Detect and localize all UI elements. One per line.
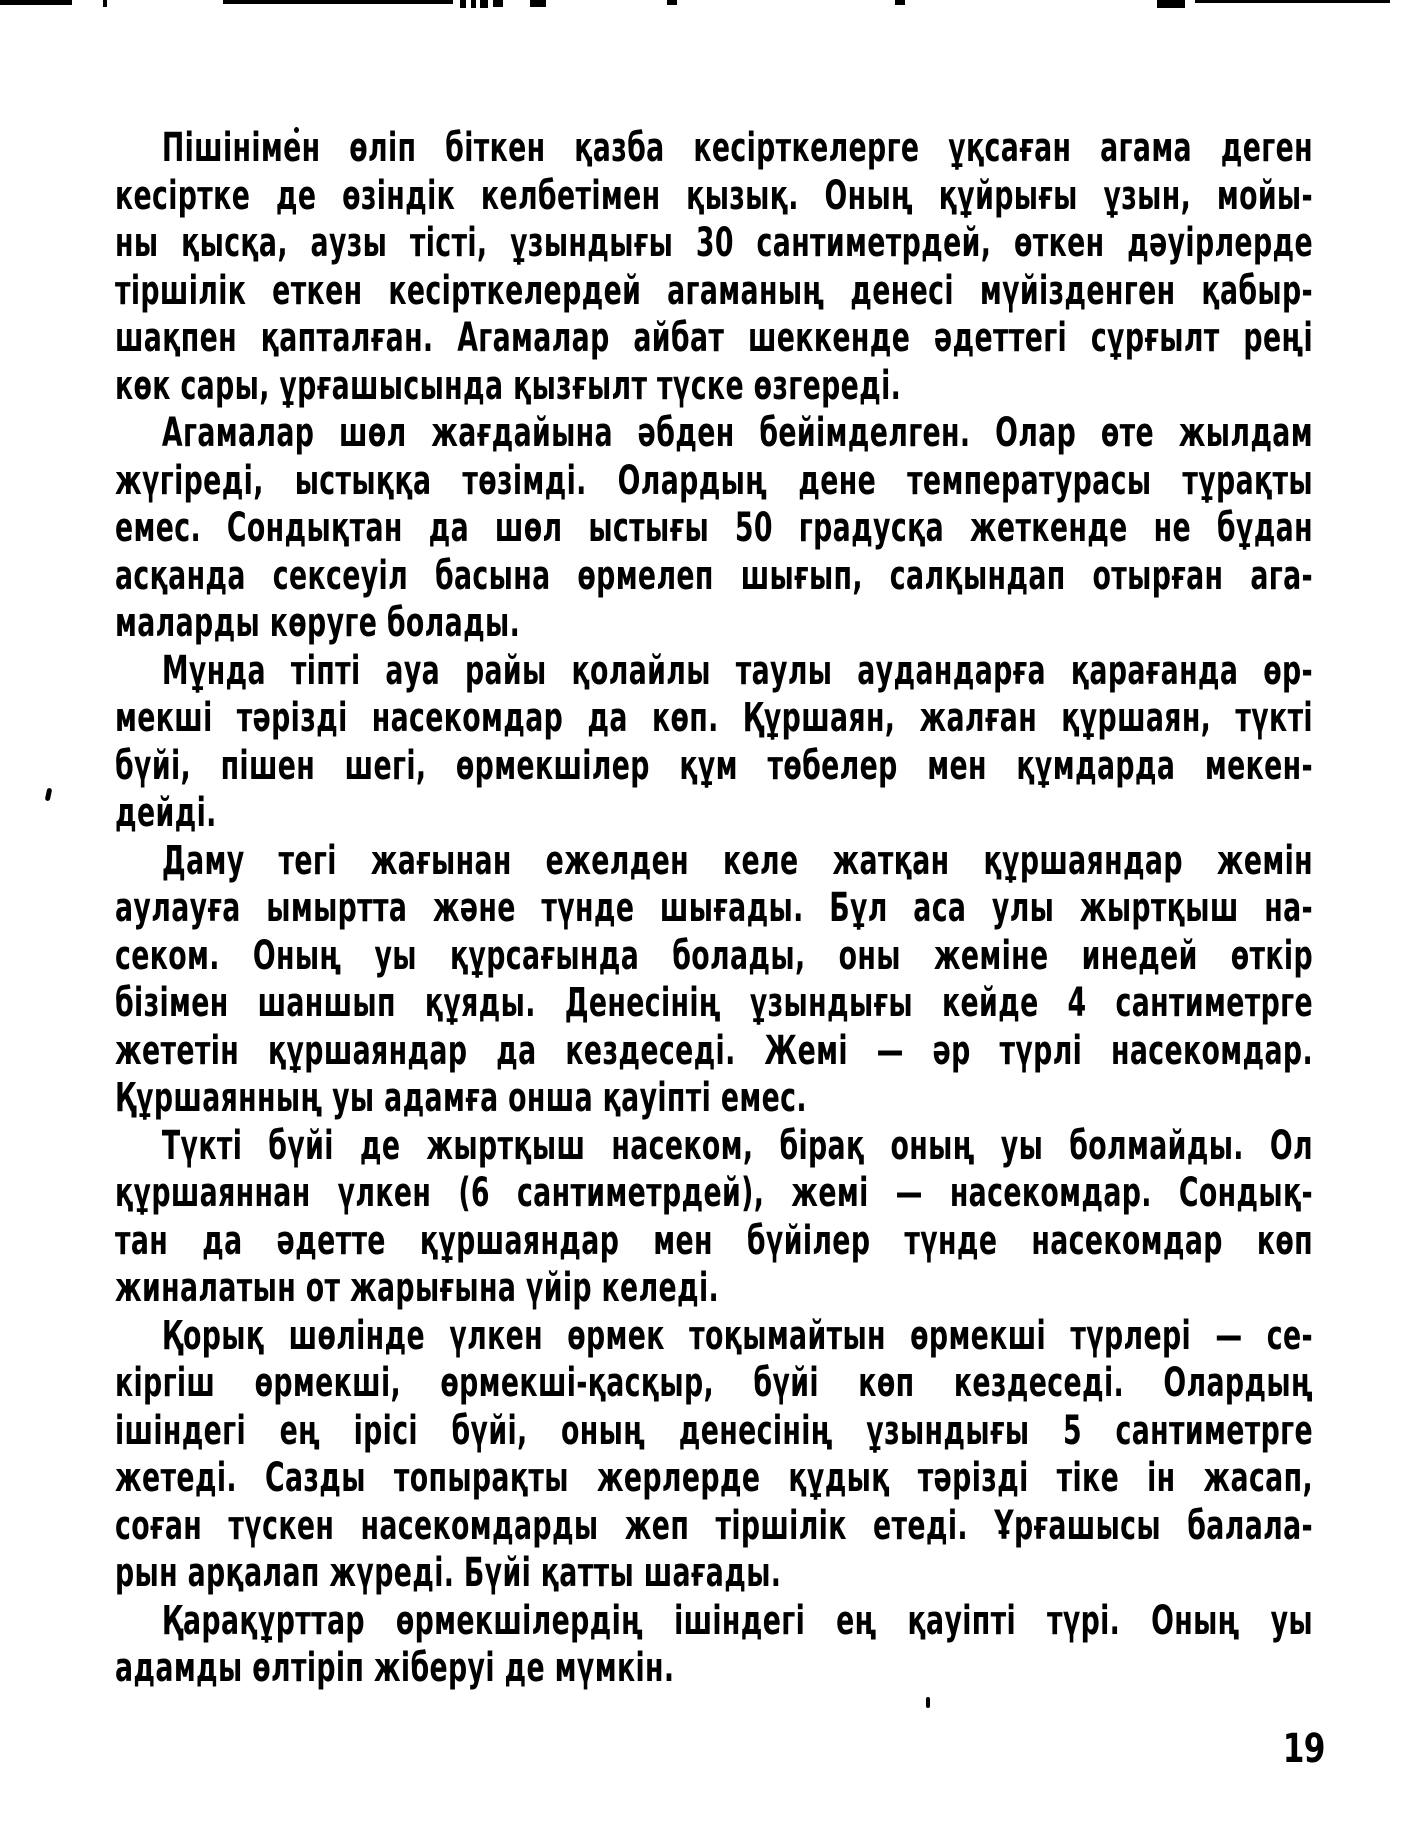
- text-line: Мұнда тіпті ауа райы қолайлы таулы аудандарға қарағанда өр-: [161, 647, 1313, 694]
- text-line: құршаяннан үлкен (6 сантиметрдей), жемі — насекомдар. Сондық-: [115, 1170, 1313, 1216]
- text-line: жиналатын от жарығына үйір келеді.: [115, 1265, 720, 1311]
- ink-mark-top: [667, 0, 677, 5]
- text-line: жүгіреді, ыстыққа төзімді. Олардың дене температурасы тұрақты: [115, 457, 1313, 504]
- text-line: рын арқалап жүреді. Бүйі қатты шағады.: [115, 1550, 782, 1596]
- paragraph: [115, 648, 1313, 838]
- paragraph: [115, 125, 1313, 410]
- ink-speck: [926, 1697, 930, 1708]
- text-line: асқанда сексеуіл басына өрмелеп шығып, салқындап отырған ага-: [115, 552, 1313, 599]
- text-line: соған түскен насекомдарды жеп тіршілік етеді. Ұрғашысы балала-: [115, 1502, 1313, 1549]
- text-line: шақпен қапталған. Агамалар айбат шеккенде әдеттегі сұрғылт реңі: [115, 315, 1313, 361]
- text-line: кесіртке де өзіндік келбетімен қызық. Оның құйрығы ұзын, мойы-: [115, 172, 1313, 219]
- text-line: дейді.: [115, 790, 217, 836]
- ink-mark-top: [895, 0, 905, 5]
- text-line: Қорық шөлінде үлкен өрмек тоқымайтын өрмекші түрлері — се-: [161, 1312, 1313, 1359]
- ink-mark-top: [103, 0, 107, 7]
- text-line: мекші тәрізді насекомдар да көп. Құршаян, жалған құршаян, түкті: [115, 695, 1313, 741]
- text-line: жететін құршаяндар да кездеседі. Жемі — әр түрлі насекомдар.: [115, 1027, 1313, 1074]
- text-line: маларды көруге болады.: [115, 600, 521, 646]
- text-line: Қарақұрттар өрмекшілердің ішіндегі ең қауіпті түрі. Оның уы: [161, 1597, 1313, 1644]
- text-line: аулауға ымыртта және түнде шығады. Бұл аса улы жыртқыш на-: [115, 885, 1313, 931]
- paragraph: [115, 1598, 1313, 1693]
- text-line: Құршаянның уы адамға онша қауіпті емес.: [115, 1075, 807, 1121]
- paragraph: [115, 410, 1313, 648]
- text-line: жетеді. Сазды топырақты жерлерде құдық тәрізді тіке ін жасап,: [115, 1455, 1313, 1501]
- paragraph: [115, 1313, 1313, 1598]
- text-column: [115, 125, 1313, 1693]
- text-line: тан да әдетте құршаяндар мен бүйілер түнде насекомдар көп: [115, 1217, 1313, 1264]
- text-line: Агамалар шөл жағдайына әбден бейімделген. Олар өте жылдам: [161, 410, 1313, 456]
- page-number: 19: [1283, 1726, 1325, 1772]
- ink-mark-top: [1157, 0, 1185, 8]
- paragraph: [115, 1123, 1313, 1313]
- text-line: тіршілік еткен кесірткелердей агаманың денесі мүйізденген қабыр-: [115, 267, 1313, 314]
- text-line: адамды өлтіріп жіберуі де мүмкін.: [115, 1645, 675, 1691]
- ink-mark-top: [0, 0, 72, 5]
- text-line: ішіндегі ең ірісі бүйі, оның денесінің ұзындығы 5 сантиметрге: [115, 1407, 1313, 1454]
- text-line: көк сары, ұрғашысында қызғылт түске өзгереді.: [115, 362, 902, 409]
- text-line: Түкті бүйі де жыртқыш насеком, бірақ оның уы болмайды. Ол: [161, 1122, 1313, 1169]
- text-line: ны қысқа, аузы тісті, ұзындығы 30 сантиметрдей, өткен дәуірлерде: [115, 220, 1313, 266]
- ink-mark-top: [471, 0, 476, 8]
- ink-mark-top: [223, 0, 453, 4]
- ink-mark-top: [493, 0, 503, 7]
- text-line: Пішінімен өліп біткен қазба кесірткелерге ұқсаған агама деген: [161, 125, 1313, 171]
- text-line: кіргіш өрмекші, өрмекші-қасқыр, бүйі көп кездеседі. Олардың: [115, 1360, 1313, 1406]
- ink-mark-top: [530, 0, 546, 7]
- text-line: бізімен шаншып құяды. Денесінің ұзындығы кейде 4 сантиметрге: [115, 980, 1313, 1026]
- ink-speck: [45, 788, 53, 802]
- text-line: Даму тегі жағынан ежелден келе жатқан құршаяндар жемін: [161, 837, 1313, 884]
- ink-mark-top: [460, 0, 466, 8]
- paragraph: [115, 838, 1313, 1123]
- ink-mark-top: [480, 0, 488, 8]
- text-line: секом. Оның уы құрсағында болады, оны жеміне инедей өткір: [115, 932, 1313, 979]
- ink-mark-top: [1195, 0, 1390, 3]
- text-line: бүйі, пішен шегі, өрмекшілер құм төбелер мен құмдарда мекен-: [115, 742, 1313, 789]
- text-line: емес. Сондықтан да шөл ыстығы 50 градусқа жеткенде не бұдан: [115, 505, 1313, 551]
